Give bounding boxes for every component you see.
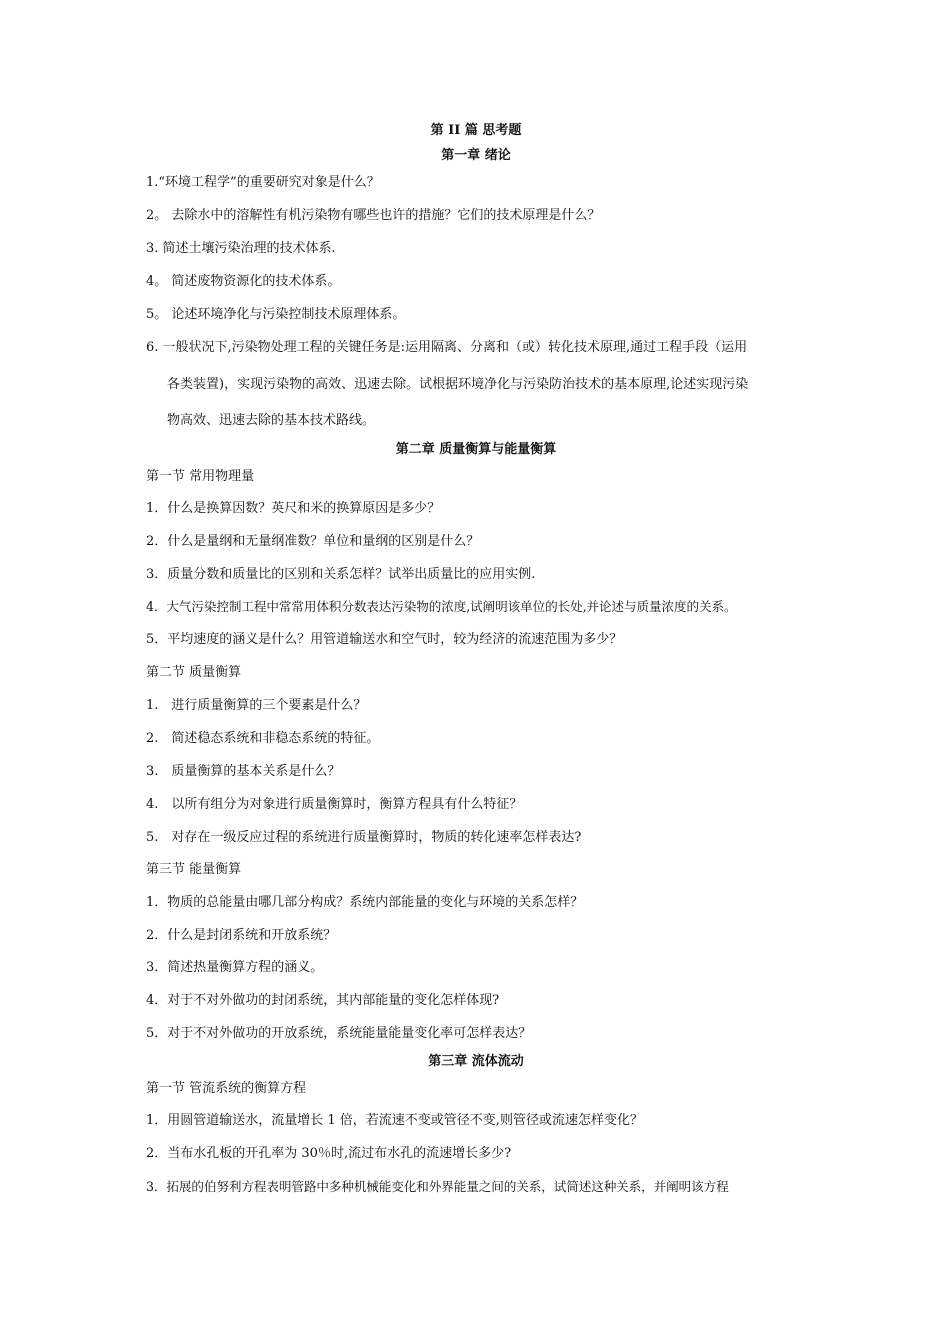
ch2-section-3-title: 第三节 能量衡算 <box>146 862 242 877</box>
ch1-question-2: 2。 去除水中的溶解性有机污染物有哪些也许的措施？它们的技术原理是什么？ <box>146 208 601 223</box>
ch2-s3-question-2: 2．什么是封闭系统和开放系统？ <box>146 928 337 943</box>
ch1-question-4: 4。 简述废物资源化的技术体系。 <box>146 274 341 289</box>
ch2-s3-question-5: 5．对于不对外做功的开放系统，系统能量能量变化率可怎样表达？ <box>146 1026 532 1041</box>
ch3-section-1-title: 第一节 管流系统的衡算方程 <box>146 1081 307 1096</box>
ch2-s1-question-5: 5．平均速度的涵义是什么？用管道输送水和空气时，较为经济的流速范围为多少？ <box>146 632 623 647</box>
ch1-question-5: 5。 论述环境净化与污染控制技术原理体系。 <box>146 307 406 322</box>
ch2-s1-question-3: 3．质量分数和质量比的区别和关系怎样？试举出质量比的应用实例. <box>146 567 536 582</box>
ch2-s3-question-3: 3．简述热量衡算方程的涵义。 <box>146 960 324 975</box>
ch3-s1-question-1: 1．用圆管道输送水，流量增长 1 倍，若流速不变或管径不变,则管径或流速怎样变化？ <box>146 1113 643 1128</box>
chapter-3-title: 第三章 流体流动 <box>428 1054 524 1069</box>
ch2-s2-question-3: 3. 质量衡算的基本关系是什么？ <box>146 764 341 779</box>
ch1-question-6-line-1: 6. 一般状况下,污染物处理工程的关键任务是:运用隔离、分离和（或）转化技术原理,通过工程手段（运用 <box>146 340 748 355</box>
ch2-s1-question-2: 2．什么是量纲和无量纲准数？单位和量纲的区别是什么？ <box>146 534 480 549</box>
ch3-s1-question-3: 3．拓展的伯努利方程表明管路中多种机械能变化和外界能量之间的关系，试简述这种关系，并阐明该方程 <box>146 1179 729 1194</box>
ch2-section-2-title: 第二节 质量衡算 <box>146 665 242 680</box>
ch2-s2-question-1: 1. 进行质量衡算的三个要素是什么？ <box>146 698 367 713</box>
ch1-question-6-line-2: 各类装置)，实现污染物的高效、迅速去除。试根据环境净化与污染防治技术的基本原理,论述实现污染 <box>167 377 749 392</box>
ch2-s2-question-4: 4. 以所有组分为对象进行质量衡算时，衡算方程具有什么特征？ <box>146 797 523 812</box>
ch2-s1-question-1: 1．什么是换算因数？英尺和米的换算原因是多少？ <box>146 501 441 516</box>
chapter-1-title: 第一章 绪论 <box>441 148 511 163</box>
ch1-question-6-line-3: 物高效、迅速去除的基本技术路线。 <box>167 413 376 428</box>
ch2-s3-question-1: 1．物质的总能量由哪几部分构成？系统内部能量的变化与环境的关系怎样？ <box>146 895 584 910</box>
ch3-s1-question-2: 2．当布水孔板的开孔率为 30％时,流过布水孔的流速增长多少? <box>146 1146 512 1161</box>
ch2-s2-question-2: 2. 简述稳态系统和非稳态系统的特征。 <box>146 731 380 746</box>
part-title: 第 II 篇 思考题 <box>430 123 522 138</box>
ch1-question-1: 1.“环境工程学”的重要研究对象是什么？ <box>146 175 380 190</box>
ch2-s2-question-5: 5. 对存在一级反应过程的系统进行质量衡算时，物质的转化速率怎样表达? <box>146 830 582 845</box>
ch2-s1-question-4: 4．大气污染控制工程中常常用体积分数表达污染物的浓度,试阐明该单位的长处,并论述与质量浓度的关系。 <box>146 599 737 614</box>
ch2-s3-question-4: 4．对于不对外做功的封闭系统，其内部能量的变化怎样体现? <box>146 993 500 1008</box>
chapter-2-title: 第二章 质量衡算与能量衡算 <box>395 442 557 457</box>
ch1-question-3: 3. 简述土壤污染治理的技术体系. <box>146 241 336 256</box>
ch2-section-1-title: 第一节 常用物理量 <box>146 469 255 484</box>
